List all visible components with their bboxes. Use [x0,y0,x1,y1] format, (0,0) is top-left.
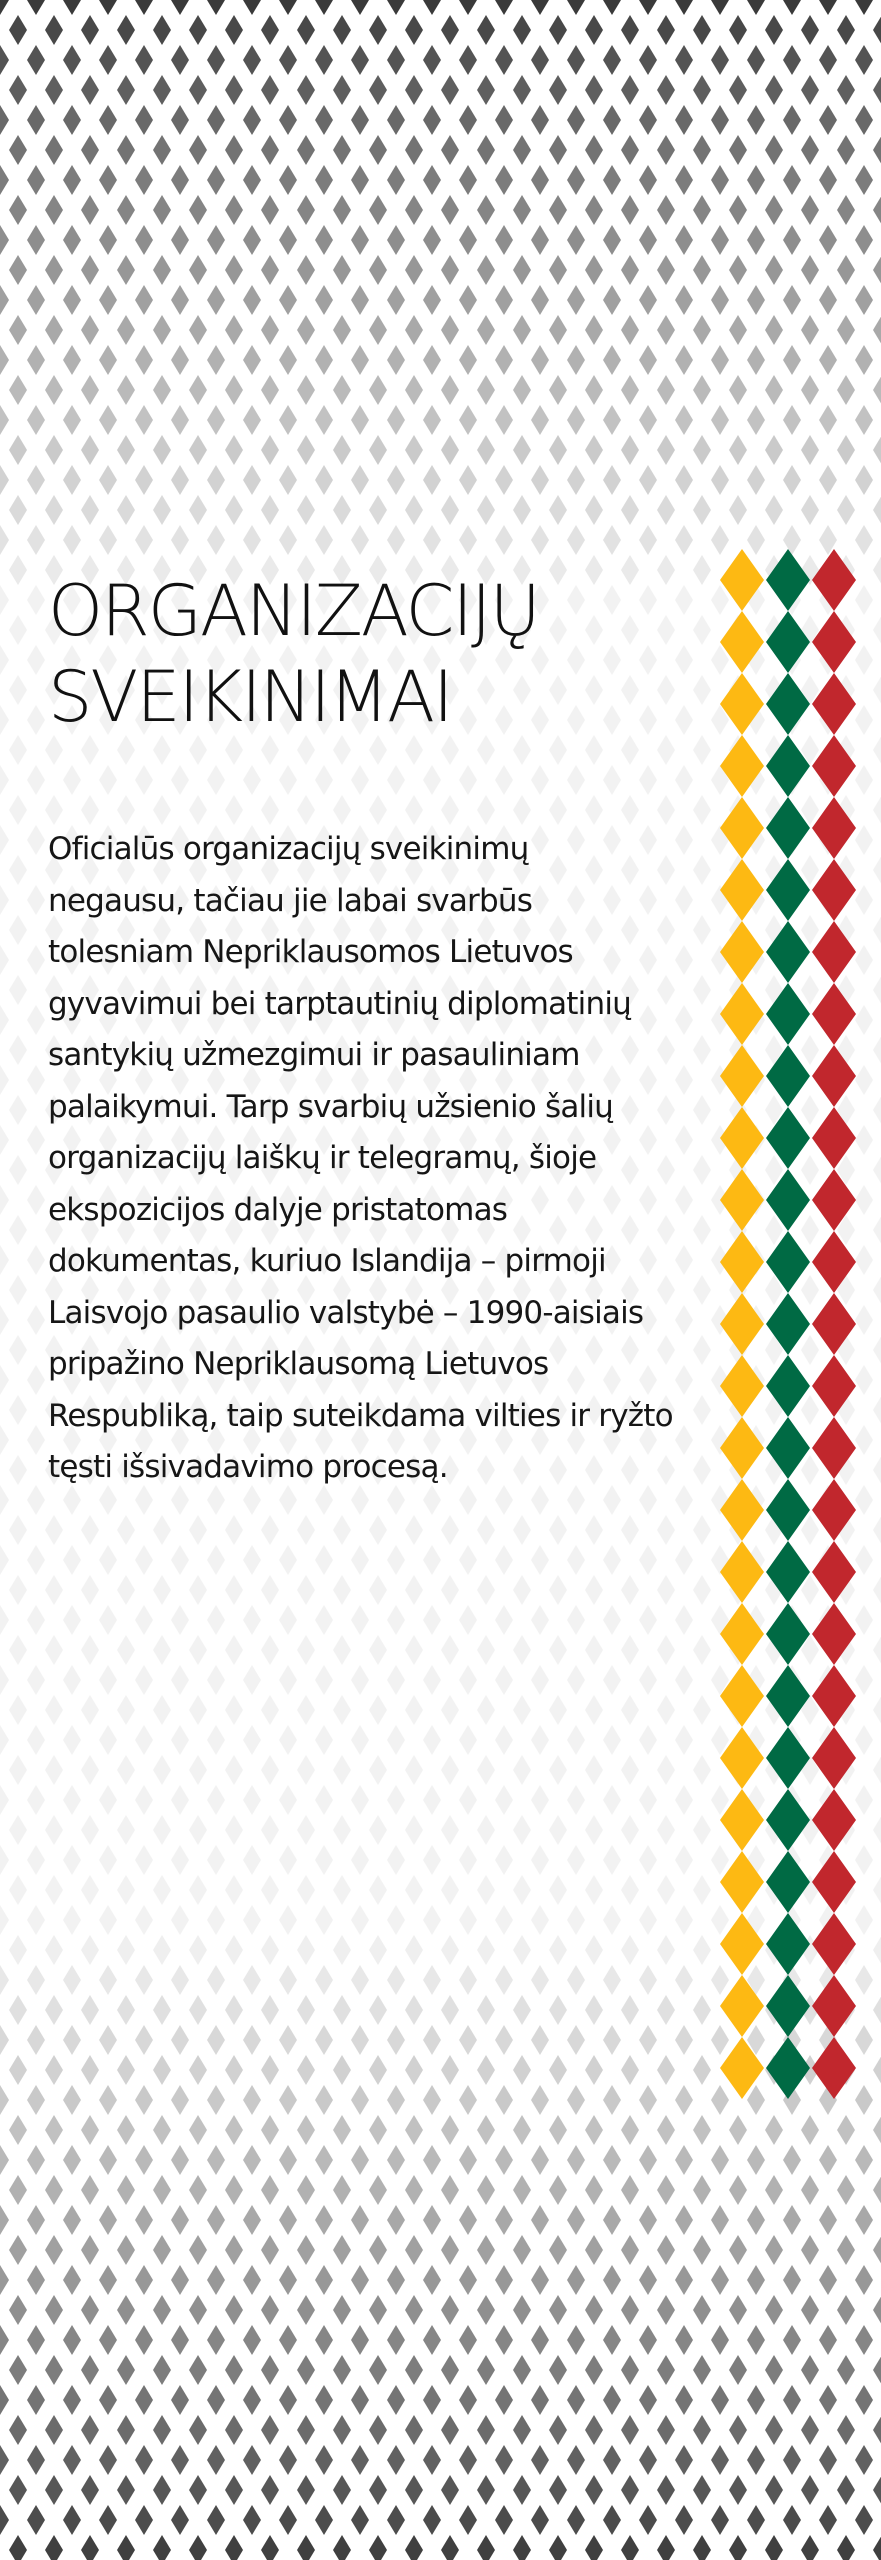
flag-diamond [720,2037,764,2099]
flag-diamond [766,1107,810,1169]
flag-diamond [720,859,764,921]
flag-diamond [812,859,856,921]
flag-diamond [812,1603,856,1665]
flag-diamond [720,1045,764,1107]
flag-diamond [766,859,810,921]
flag-diamond [720,1851,764,1913]
flag-diamond [812,1913,856,1975]
flag-diamond [812,1045,856,1107]
flag-diamond [766,1045,810,1107]
flag-diamond [812,549,856,611]
red-diamond-column [812,549,856,2099]
flag-diamond [766,2037,810,2099]
flag-diamond [812,983,856,1045]
flag-diamond [720,1355,764,1417]
flag-diamond [812,1107,856,1169]
flag-diamond [812,1541,856,1603]
flag-diamond [812,1665,856,1727]
flag-diamond [720,673,764,735]
flag-diamond [720,983,764,1045]
description-line: tęsti išsivadavimo procesą. [48,1449,448,1485]
description-line: ekspozicijos dalyje pristatomas [48,1191,508,1228]
description-line: dokumentas, kuriuo Islandija – pirmoji [48,1243,606,1279]
flag-diamond [812,1231,856,1293]
flag-diamond [766,1231,810,1293]
flag-diamond [766,1293,810,1355]
flag-diamond [766,1851,810,1913]
flag-diamond [812,921,856,983]
flag-diamond [812,1789,856,1851]
flag-diamond [812,673,856,735]
flag-diamond [812,1293,856,1355]
flag-diamond [766,1975,810,2037]
flag-diamond [812,1479,856,1541]
title-line: ORGANIZACIJŲ [48,570,539,652]
flag-diamond [766,1789,810,1851]
flag-diamond [812,1975,856,2037]
flag-diamond [812,1355,856,1417]
description-line: organizacijų laiškų ir telegramų, šioje [48,1140,597,1176]
flag-diamond [812,611,856,673]
flag-diamond [766,1913,810,1975]
flag-diamond [720,1665,764,1727]
flag-diamond [812,2037,856,2099]
description-text [48,824,698,1494]
description-line: Oficialūs organizacijų sveikinimų [48,831,529,867]
flag-diamond [720,1727,764,1789]
description-line: Laisvojo pasaulio valstybė – 1990-aisiais [48,1294,644,1331]
flag-diamond [720,1789,764,1851]
flag-diamond [812,1417,856,1479]
flag-diamond [766,1541,810,1603]
flag-diamond [766,1169,810,1231]
yellow-diamond-column [720,549,764,2099]
flag-diamond [766,1603,810,1665]
flag-diamond [720,1975,764,2037]
flag-diamond [766,921,810,983]
flag-diamond [812,1851,856,1913]
flag-diamond [766,549,810,611]
flag-diamond [766,983,810,1045]
flag-diamond [766,611,810,673]
flag-diamond [766,1665,810,1727]
flag-diamond [720,1293,764,1355]
flag-diamond [766,735,810,797]
flag-diamond [720,1107,764,1169]
flag-diamond [720,611,764,673]
description-line: santykių užmezgimui ir pasauliniam [48,1037,580,1073]
flag-diamond [766,1417,810,1479]
flag-diamond [720,1913,764,1975]
flag-diamond [812,735,856,797]
flag-diamond [766,1727,810,1789]
flag-diamond [766,1355,810,1417]
flag-diamond [720,1231,764,1293]
description-line: negausu, tačiau jie labai svarbūs [48,882,533,919]
flag-diamond [766,797,810,859]
flag-diamond [812,1169,856,1231]
page-title [48,568,539,740]
title-line: SVEIKINIMAI [48,656,452,738]
flag-diamond [812,797,856,859]
description-line: palaikymui. Tarp svarbių užsienio šalių [48,1088,614,1125]
flag-diamond [720,797,764,859]
flag-diamond [812,1727,856,1789]
flag-diamond [720,1541,764,1603]
flag-diamond [720,1417,764,1479]
flag-diamond [766,1479,810,1541]
flag-diamond [720,1479,764,1541]
flag-diamond [720,549,764,611]
description-line: pripažino Nepriklausomą Lietuvos [48,1346,549,1382]
flag-diamond [720,921,764,983]
flag-diamond [766,673,810,735]
flag-diamond [720,1169,764,1231]
green-diamond-column [766,549,810,2099]
description-line: gyvavimui bei tarptautinių diplomatinių [48,985,631,1022]
flag-diamond [720,735,764,797]
description-line: tolesniam Nepriklausomos Lietuvos [48,934,573,970]
description-line: Respubliką, taip suteikdama vilties ir ryžto [48,1397,673,1434]
flag-diamond [720,1603,764,1665]
